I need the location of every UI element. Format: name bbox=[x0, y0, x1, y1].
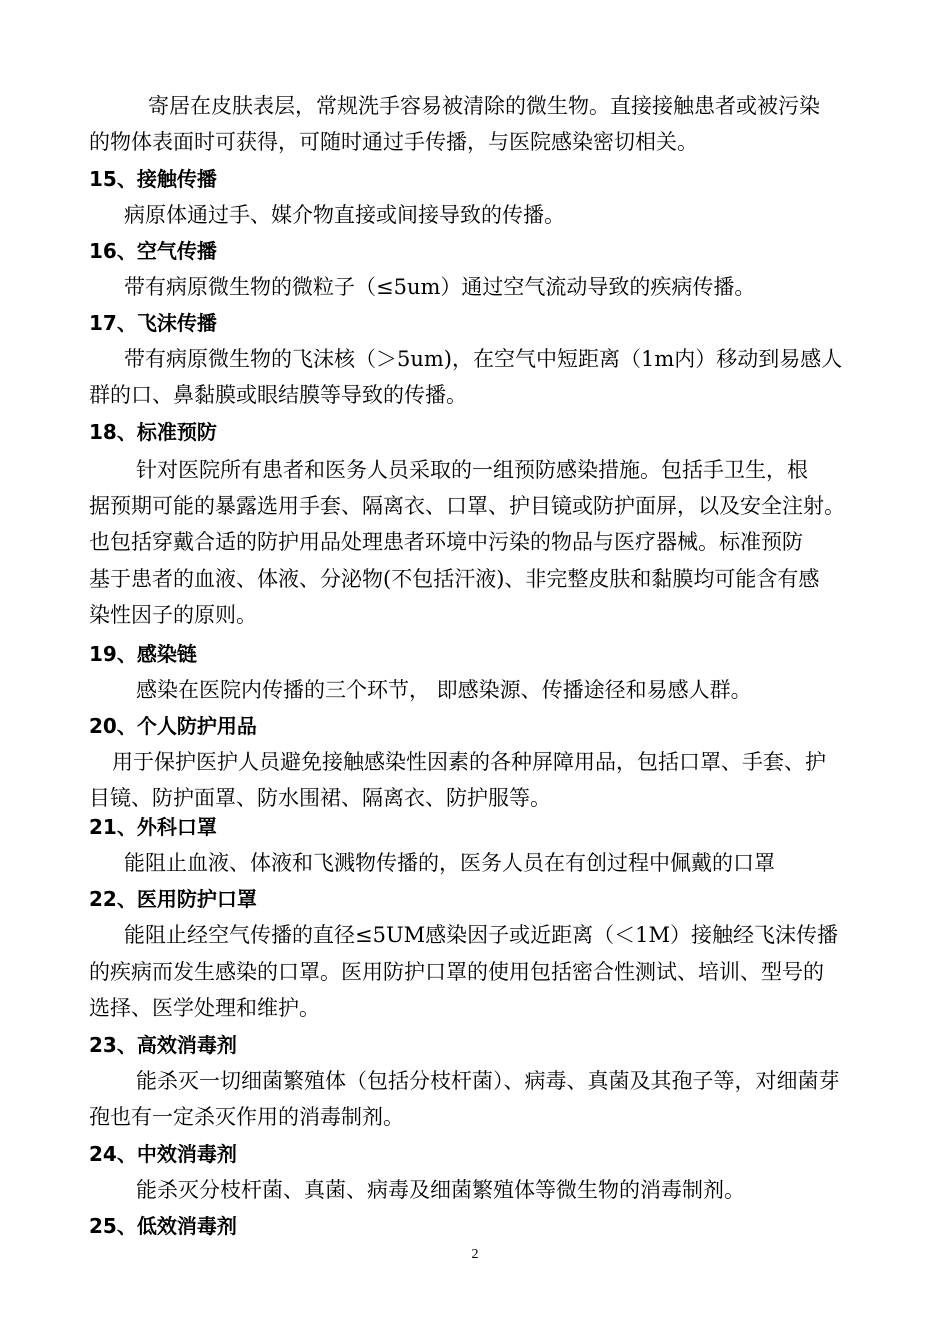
paragraph-line: 能阻止血液、体液和飞溅物传播的，医务人员在有创过程中佩戴的口罩 bbox=[124, 851, 775, 875]
paragraph-line: 基于患者的血液、体液、分泌物(不包括汗液)、非完整皮肤和黏膜均可能含有感 bbox=[89, 567, 820, 591]
section-heading-22: 22、医用防护口罩 bbox=[89, 887, 257, 911]
paragraph-line: 染性因子的原则。 bbox=[89, 603, 257, 627]
paragraph-line: 能杀灭分枝杆菌、真菌、病毒及细菌繁殖体等微生物的消毒制剂。 bbox=[136, 1178, 745, 1202]
paragraph-line: 感染在医院内传播的三个环节， 即感染源、传播途径和易感人群。 bbox=[136, 678, 752, 702]
paragraph-line: 能杀灭一切细菌繁殖体（包括分枝杆菌）、病毒、真菌及其孢子等，对细菌芽 bbox=[136, 1069, 840, 1093]
paragraph-line: 用于保护医护人员避免接触感染性因素的各种屏障用品，包括口罩、手套、护 bbox=[112, 750, 826, 774]
section-heading-23: 23、高效消毒剂 bbox=[89, 1033, 237, 1057]
paragraph-line: 病原体通过手、媒介物直接或间接导致的传播。 bbox=[124, 203, 565, 227]
paragraph-line: 针对医院所有患者和医务人员采取的一组预防感染措施。包括手卫生，根 bbox=[136, 458, 808, 482]
paragraph-line: 带有病原微生物的微粒子（≤5um）通过空气流动导致的疾病传播。 bbox=[124, 275, 756, 299]
section-heading-20: 20、个人防护用品 bbox=[89, 714, 257, 738]
paragraph-line: 目镜、防护面罩、防水围裙、隔离衣、防护服等。 bbox=[89, 786, 551, 810]
section-heading-24: 24、中效消毒剂 bbox=[89, 1142, 237, 1166]
section-heading-17: 17、飞沫传播 bbox=[89, 311, 217, 335]
paragraph-line: 据预期可能的暴露选用手套、隔离衣、口罩、护目镜或防护面屏，以及安全注射。 bbox=[89, 494, 845, 518]
section-heading-15: 15、接触传播 bbox=[89, 167, 217, 191]
paragraph-line: 选择、医学处理和维护。 bbox=[89, 996, 320, 1020]
paragraph-line: 寄居在皮肤表层，常规洗手容易被清除的微生物。直接接触患者或被污染 bbox=[148, 94, 820, 118]
paragraph-line: 也包括穿戴合适的防护用品处理患者环境中污染的物品与医疗器械。标准预防 bbox=[89, 530, 803, 554]
paragraph-line: 带有病原微生物的飞沫核（＞5um)，在空气中短距离（1m内）移动到易感人 bbox=[124, 347, 843, 371]
section-heading-21: 21、外科口罩 bbox=[89, 815, 217, 839]
section-heading-18: 18、标准预防 bbox=[89, 420, 217, 444]
section-heading-19: 19、感染链 bbox=[89, 642, 197, 666]
paragraph-line: 的物体表面时可获得，可随时通过手传播，与医院感染密切相关。 bbox=[89, 130, 698, 154]
paragraph-line: 群的口、鼻黏膜或眼结膜等导致的传播。 bbox=[89, 383, 467, 407]
paragraph-line: 孢也有一定杀灭作用的消毒制剂。 bbox=[89, 1105, 404, 1129]
paragraph-line: 能阻止经空气传播的直径≤5UM感染因子或近距离（＜1M）接触经飞沫传播 bbox=[124, 923, 839, 947]
page-number: 2 bbox=[471, 1247, 479, 1262]
section-heading-16: 16、空气传播 bbox=[89, 239, 217, 263]
section-heading-25: 25、低效消毒剂 bbox=[89, 1214, 237, 1238]
paragraph-line: 的疾病而发生感染的口罩。医用防护口罩的使用包括密合性测试、培训、型号的 bbox=[89, 960, 824, 984]
